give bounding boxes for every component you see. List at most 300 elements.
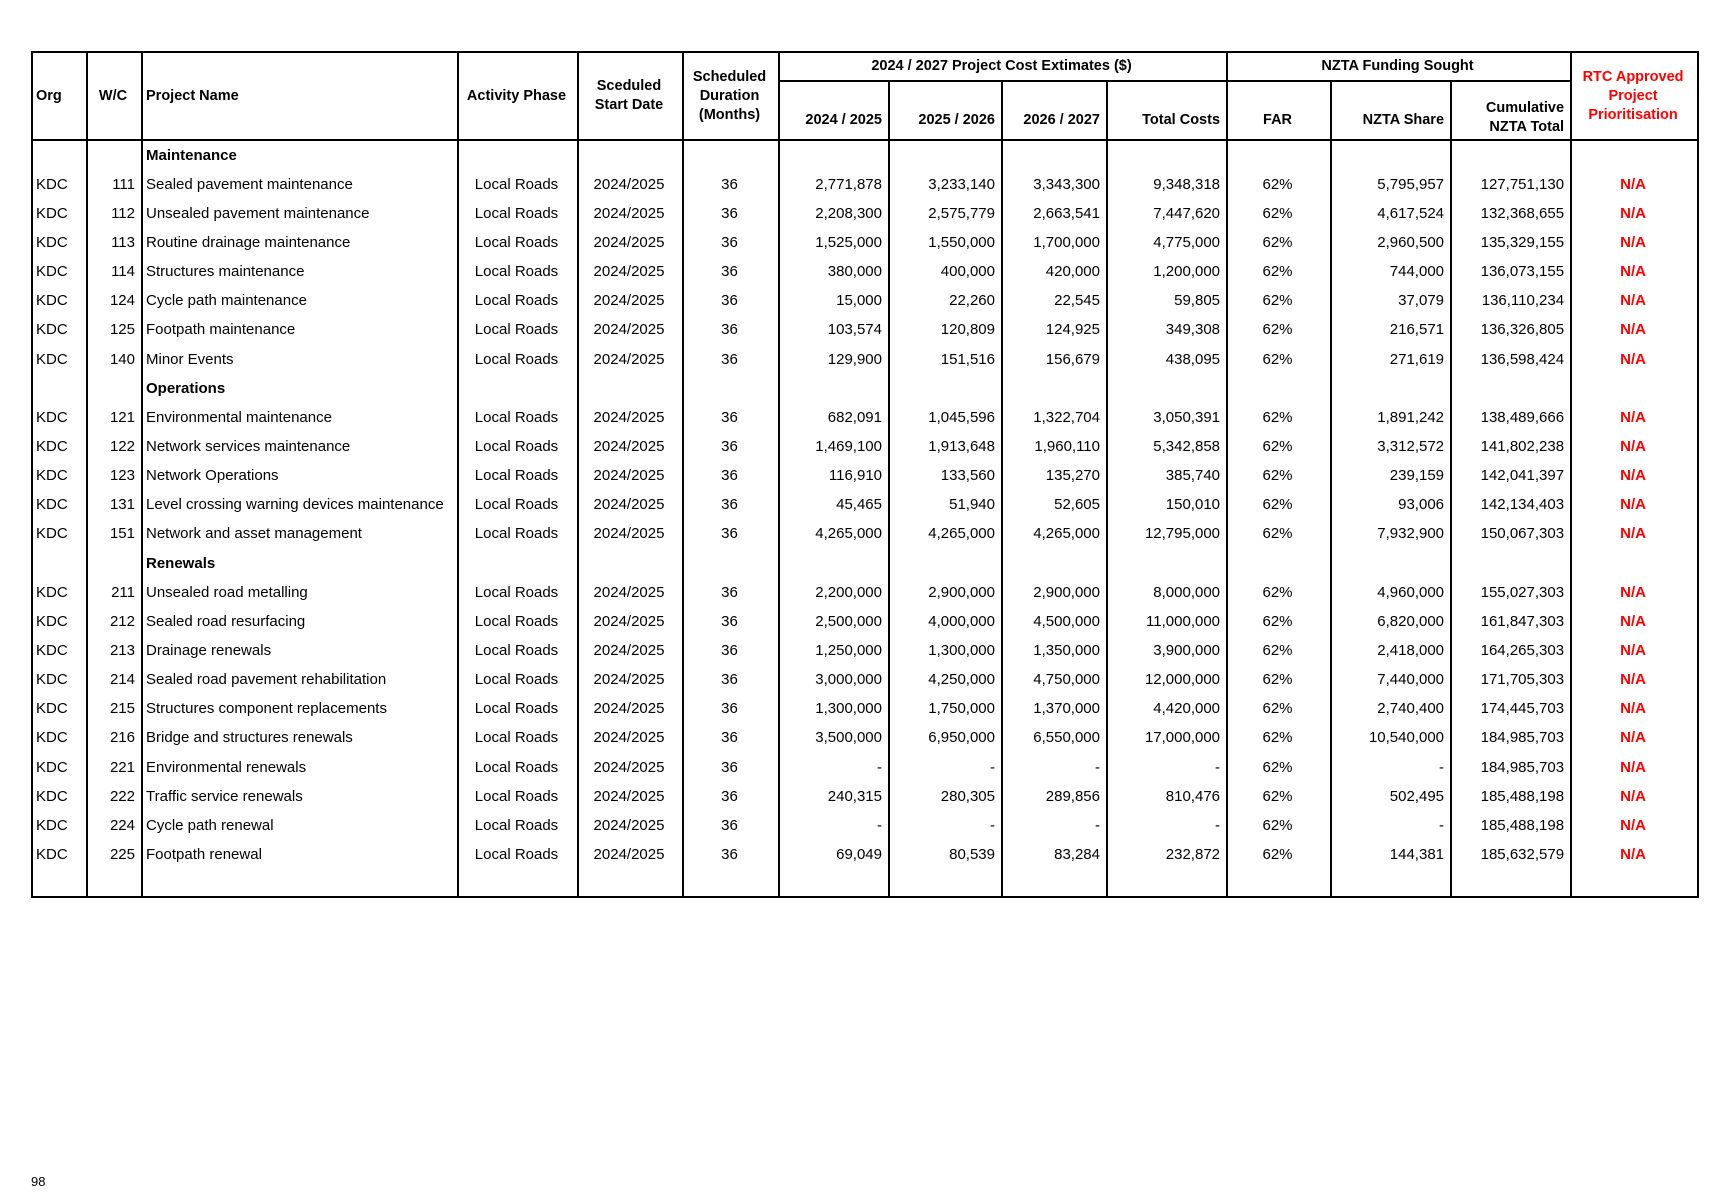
cell-org: KDC xyxy=(32,578,87,607)
table-body xyxy=(32,140,1698,897)
cell-cumulative-nzta-total: 185,488,198 xyxy=(1451,782,1571,811)
cell-duration: 36 xyxy=(683,228,779,257)
cell-start-date: 2024/2025 xyxy=(578,345,683,374)
spacer-cell xyxy=(578,870,683,897)
section-empty-cell xyxy=(87,549,142,578)
cell-2024-2025: 1,250,000 xyxy=(779,636,889,665)
cell-rtc-approved: N/A xyxy=(1571,403,1698,432)
cell-activity-phase: Local Roads xyxy=(458,462,578,491)
cell-2026-2027: 4,750,000 xyxy=(1002,666,1107,695)
cell-project-name: Unsealed road metalling xyxy=(142,578,458,607)
section-empty-cell xyxy=(87,374,142,403)
cell-2025-2026: 22,260 xyxy=(889,287,1002,316)
cell-start-date: 2024/2025 xyxy=(578,199,683,228)
cell-activity-phase: Local Roads xyxy=(458,287,578,316)
cell-2026-2027: 1,370,000 xyxy=(1002,695,1107,724)
cell-far: 62% xyxy=(1227,578,1331,607)
cell-wc: 125 xyxy=(87,316,142,345)
cell-2024-2025: 103,574 xyxy=(779,316,889,345)
cell-far: 62% xyxy=(1227,753,1331,782)
cell-2024-2025: - xyxy=(779,811,889,840)
cell-far: 62% xyxy=(1227,316,1331,345)
cell-project-name: Sealed road pavement rehabilitation xyxy=(142,666,458,695)
cell-total-costs: 4,420,000 xyxy=(1107,695,1227,724)
section-empty-cell xyxy=(32,374,87,403)
cell-org: KDC xyxy=(32,432,87,461)
cell-wc: 124 xyxy=(87,287,142,316)
cell-cumulative-nzta-total: 184,985,703 xyxy=(1451,724,1571,753)
cell-nzta-share: 5,795,957 xyxy=(1331,170,1451,199)
table-row xyxy=(32,287,1698,316)
cell-far: 62% xyxy=(1227,695,1331,724)
cell-org: KDC xyxy=(32,316,87,345)
cell-wc: 123 xyxy=(87,462,142,491)
cell-duration: 36 xyxy=(683,724,779,753)
cell-start-date: 2024/2025 xyxy=(578,258,683,287)
cell-cumulative-nzta-total: 164,265,303 xyxy=(1451,636,1571,665)
cell-activity-phase: Local Roads xyxy=(458,491,578,520)
cell-2025-2026: - xyxy=(889,811,1002,840)
cell-activity-phase: Local Roads xyxy=(458,724,578,753)
cell-nzta-share: 2,418,000 xyxy=(1331,636,1451,665)
cell-duration: 36 xyxy=(683,403,779,432)
table-row xyxy=(32,170,1698,199)
section-empty-cell xyxy=(779,374,889,403)
cell-rtc-approved: N/A xyxy=(1571,316,1698,345)
cell-2024-2025: 682,091 xyxy=(779,403,889,432)
cell-start-date: 2024/2025 xyxy=(578,403,683,432)
cell-cumulative-nzta-total: 127,751,130 xyxy=(1451,170,1571,199)
cell-rtc-approved: N/A xyxy=(1571,170,1698,199)
section-empty-cell xyxy=(1451,140,1571,170)
cell-activity-phase: Local Roads xyxy=(458,607,578,636)
cell-project-name: Sealed pavement maintenance xyxy=(142,170,458,199)
header-far: FAR xyxy=(1227,81,1331,140)
cell-2024-2025: 3,500,000 xyxy=(779,724,889,753)
cell-cumulative-nzta-total: 132,368,655 xyxy=(1451,199,1571,228)
section-empty-cell xyxy=(889,549,1002,578)
spacer-cell xyxy=(1002,870,1107,897)
cell-start-date: 2024/2025 xyxy=(578,636,683,665)
table-row xyxy=(32,316,1698,345)
cell-activity-phase: Local Roads xyxy=(458,258,578,287)
header-2026-2027: 2026 / 2027 xyxy=(1002,81,1107,140)
header-rtc-approved: RTC Approved Project Prioritisation xyxy=(1571,52,1698,140)
cell-2024-2025: 45,465 xyxy=(779,491,889,520)
table-row xyxy=(32,607,1698,636)
cell-org: KDC xyxy=(32,695,87,724)
section-empty-cell xyxy=(1227,374,1331,403)
cell-rtc-approved: N/A xyxy=(1571,724,1698,753)
cell-start-date: 2024/2025 xyxy=(578,578,683,607)
cell-total-costs: 7,447,620 xyxy=(1107,199,1227,228)
cell-activity-phase: Local Roads xyxy=(458,345,578,374)
spacer-cell xyxy=(32,870,87,897)
table-row xyxy=(32,258,1698,287)
cell-2024-2025: 1,469,100 xyxy=(779,432,889,461)
cell-2025-2026: - xyxy=(889,753,1002,782)
cell-activity-phase: Local Roads xyxy=(458,432,578,461)
section-empty-cell xyxy=(779,549,889,578)
cell-activity-phase: Local Roads xyxy=(458,636,578,665)
cell-2026-2027: - xyxy=(1002,753,1107,782)
cell-2024-2025: 15,000 xyxy=(779,287,889,316)
cell-project-name: Network and asset management xyxy=(142,520,458,549)
cell-org: KDC xyxy=(32,811,87,840)
cell-total-costs: 3,050,391 xyxy=(1107,403,1227,432)
cell-2024-2025: 380,000 xyxy=(779,258,889,287)
cell-project-name: Cycle path renewal xyxy=(142,811,458,840)
cell-2024-2025: 2,500,000 xyxy=(779,607,889,636)
cell-rtc-approved: N/A xyxy=(1571,636,1698,665)
section-empty-cell xyxy=(458,374,578,403)
cell-org: KDC xyxy=(32,520,87,549)
cell-project-name: Sealed road resurfacing xyxy=(142,607,458,636)
cell-activity-phase: Local Roads xyxy=(458,840,578,869)
cell-wc: 222 xyxy=(87,782,142,811)
cell-2026-2027: 289,856 xyxy=(1002,782,1107,811)
cell-2024-2025: 2,200,000 xyxy=(779,578,889,607)
section-empty-cell xyxy=(889,140,1002,170)
cell-wc: 214 xyxy=(87,666,142,695)
table-row xyxy=(32,228,1698,257)
cell-wc: 140 xyxy=(87,345,142,374)
cell-total-costs: 232,872 xyxy=(1107,840,1227,869)
cell-rtc-approved: N/A xyxy=(1571,782,1698,811)
cell-rtc-approved: N/A xyxy=(1571,432,1698,461)
cell-start-date: 2024/2025 xyxy=(578,491,683,520)
cell-start-date: 2024/2025 xyxy=(578,666,683,695)
header-2025-2026: 2025 / 2026 xyxy=(889,81,1002,140)
section-empty-cell xyxy=(1571,549,1698,578)
cell-2024-2025: 116,910 xyxy=(779,462,889,491)
table-row xyxy=(32,403,1698,432)
cell-2025-2026: 280,305 xyxy=(889,782,1002,811)
cell-org: KDC xyxy=(32,462,87,491)
table-row xyxy=(32,199,1698,228)
cell-rtc-approved: N/A xyxy=(1571,199,1698,228)
section-empty-cell xyxy=(1107,549,1227,578)
spacer-cell xyxy=(458,870,578,897)
cell-rtc-approved: N/A xyxy=(1571,811,1698,840)
cell-2025-2026: 4,000,000 xyxy=(889,607,1002,636)
section-title: Renewals xyxy=(142,549,458,578)
cell-cumulative-nzta-total: 171,705,303 xyxy=(1451,666,1571,695)
cell-far: 62% xyxy=(1227,491,1331,520)
cell-duration: 36 xyxy=(683,462,779,491)
cell-start-date: 2024/2025 xyxy=(578,432,683,461)
cell-activity-phase: Local Roads xyxy=(458,753,578,782)
header-project-name: Project Name xyxy=(142,52,458,140)
header-activity-phase: Activity Phase xyxy=(458,52,578,140)
cell-cumulative-nzta-total: 136,110,234 xyxy=(1451,287,1571,316)
cell-org: KDC xyxy=(32,840,87,869)
cell-start-date: 2024/2025 xyxy=(578,695,683,724)
cell-far: 62% xyxy=(1227,228,1331,257)
cell-total-costs: - xyxy=(1107,753,1227,782)
cell-2026-2027: 4,265,000 xyxy=(1002,520,1107,549)
cell-far: 62% xyxy=(1227,462,1331,491)
cell-org: KDC xyxy=(32,403,87,432)
cell-nzta-share: 144,381 xyxy=(1331,840,1451,869)
header-duration: Scheduled Duration (Months) xyxy=(683,52,779,140)
section-empty-cell xyxy=(32,549,87,578)
cell-2025-2026: 2,575,779 xyxy=(889,199,1002,228)
cell-wc: 211 xyxy=(87,578,142,607)
cell-2025-2026: 1,750,000 xyxy=(889,695,1002,724)
cell-total-costs: - xyxy=(1107,811,1227,840)
cell-nzta-share: 4,617,524 xyxy=(1331,199,1451,228)
cell-wc: 111 xyxy=(87,170,142,199)
cell-total-costs: 810,476 xyxy=(1107,782,1227,811)
cell-wc: 213 xyxy=(87,636,142,665)
cell-2026-2027: 83,284 xyxy=(1002,840,1107,869)
section-empty-cell xyxy=(578,374,683,403)
cell-org: KDC xyxy=(32,753,87,782)
section-empty-cell xyxy=(1107,374,1227,403)
table-row xyxy=(32,666,1698,695)
cell-org: KDC xyxy=(32,666,87,695)
cell-total-costs: 438,095 xyxy=(1107,345,1227,374)
table-row xyxy=(32,520,1698,549)
header-start-date: Sceduled Start Date xyxy=(578,52,683,140)
cell-rtc-approved: N/A xyxy=(1571,695,1698,724)
section-empty-cell xyxy=(1331,374,1451,403)
cell-duration: 36 xyxy=(683,170,779,199)
cell-wc: 221 xyxy=(87,753,142,782)
projects-table-container xyxy=(31,51,1697,898)
cell-activity-phase: Local Roads xyxy=(458,199,578,228)
header-wc: W/C xyxy=(87,52,142,140)
cell-project-name: Structures maintenance xyxy=(142,258,458,287)
section-empty-cell xyxy=(1107,140,1227,170)
cell-wc: 122 xyxy=(87,432,142,461)
cell-activity-phase: Local Roads xyxy=(458,811,578,840)
cell-cumulative-nzta-total: 174,445,703 xyxy=(1451,695,1571,724)
section-empty-cell xyxy=(458,549,578,578)
projects-table xyxy=(31,51,1699,898)
cell-duration: 36 xyxy=(683,199,779,228)
cell-2024-2025: 3,000,000 xyxy=(779,666,889,695)
cell-org: KDC xyxy=(32,170,87,199)
cell-nzta-share: 2,960,500 xyxy=(1331,228,1451,257)
cell-nzta-share: 239,159 xyxy=(1331,462,1451,491)
cell-far: 62% xyxy=(1227,520,1331,549)
section-empty-cell xyxy=(87,140,142,170)
cell-cumulative-nzta-total: 136,598,424 xyxy=(1451,345,1571,374)
cell-nzta-share: 502,495 xyxy=(1331,782,1451,811)
cell-2025-2026: 3,233,140 xyxy=(889,170,1002,199)
cell-total-costs: 385,740 xyxy=(1107,462,1227,491)
cell-activity-phase: Local Roads xyxy=(458,782,578,811)
spacer-cell xyxy=(779,870,889,897)
table-row xyxy=(32,345,1698,374)
cell-cumulative-nzta-total: 135,329,155 xyxy=(1451,228,1571,257)
cell-rtc-approved: N/A xyxy=(1571,840,1698,869)
cell-2025-2026: 51,940 xyxy=(889,491,1002,520)
cell-project-name: Minor Events xyxy=(142,345,458,374)
spacer-cell xyxy=(1451,870,1571,897)
section-empty-cell xyxy=(1227,140,1331,170)
cell-start-date: 2024/2025 xyxy=(578,170,683,199)
cell-far: 62% xyxy=(1227,432,1331,461)
cell-duration: 36 xyxy=(683,811,779,840)
table-row xyxy=(32,811,1698,840)
cell-duration: 36 xyxy=(683,258,779,287)
cell-duration: 36 xyxy=(683,753,779,782)
section-row xyxy=(32,374,1698,403)
cell-2026-2027: 4,500,000 xyxy=(1002,607,1107,636)
cell-project-name: Network services maintenance xyxy=(142,432,458,461)
cell-activity-phase: Local Roads xyxy=(458,403,578,432)
section-empty-cell xyxy=(779,140,889,170)
cell-project-name: Footpath maintenance xyxy=(142,316,458,345)
cell-2025-2026: 120,809 xyxy=(889,316,1002,345)
cell-wc: 151 xyxy=(87,520,142,549)
cell-project-name: Network Operations xyxy=(142,462,458,491)
cell-cumulative-nzta-total: 138,489,666 xyxy=(1451,403,1571,432)
cell-wc: 216 xyxy=(87,724,142,753)
cell-total-costs: 17,000,000 xyxy=(1107,724,1227,753)
cell-2026-2027: 1,960,110 xyxy=(1002,432,1107,461)
cell-2025-2026: 6,950,000 xyxy=(889,724,1002,753)
cell-rtc-approved: N/A xyxy=(1571,578,1698,607)
cell-rtc-approved: N/A xyxy=(1571,258,1698,287)
spacer-cell xyxy=(1107,870,1227,897)
spacer-cell xyxy=(87,870,142,897)
cell-project-name: Drainage renewals xyxy=(142,636,458,665)
cell-project-name: Structures component replacements xyxy=(142,695,458,724)
cell-2024-2025: 129,900 xyxy=(779,345,889,374)
header-nzta-share: NZTA Share xyxy=(1331,81,1451,140)
spacer-cell xyxy=(1571,870,1698,897)
cell-far: 62% xyxy=(1227,199,1331,228)
cell-far: 62% xyxy=(1227,345,1331,374)
cell-2024-2025: 4,265,000 xyxy=(779,520,889,549)
section-empty-cell xyxy=(1002,549,1107,578)
cell-org: KDC xyxy=(32,782,87,811)
cell-project-name: Environmental renewals xyxy=(142,753,458,782)
cell-2026-2027: 2,900,000 xyxy=(1002,578,1107,607)
table-row xyxy=(32,782,1698,811)
table-row xyxy=(32,432,1698,461)
cell-wc: 121 xyxy=(87,403,142,432)
cell-total-costs: 4,775,000 xyxy=(1107,228,1227,257)
cell-2026-2027: 3,343,300 xyxy=(1002,170,1107,199)
cell-2026-2027: 6,550,000 xyxy=(1002,724,1107,753)
cell-org: KDC xyxy=(32,607,87,636)
cell-2025-2026: 133,560 xyxy=(889,462,1002,491)
cell-cumulative-nzta-total: 184,985,703 xyxy=(1451,753,1571,782)
cell-wc: 113 xyxy=(87,228,142,257)
cell-duration: 36 xyxy=(683,782,779,811)
header-2024-2025: 2024 / 2025 xyxy=(779,81,889,140)
cell-start-date: 2024/2025 xyxy=(578,462,683,491)
cell-2026-2027: - xyxy=(1002,811,1107,840)
cell-wc: 131 xyxy=(87,491,142,520)
cell-far: 62% xyxy=(1227,287,1331,316)
cell-wc: 212 xyxy=(87,607,142,636)
section-empty-cell xyxy=(32,140,87,170)
cell-rtc-approved: N/A xyxy=(1571,607,1698,636)
section-empty-cell xyxy=(1571,140,1698,170)
section-empty-cell xyxy=(1451,549,1571,578)
section-empty-cell xyxy=(578,549,683,578)
cell-2024-2025: - xyxy=(779,753,889,782)
section-empty-cell xyxy=(458,140,578,170)
cell-rtc-approved: N/A xyxy=(1571,753,1698,782)
cell-duration: 36 xyxy=(683,607,779,636)
cell-total-costs: 5,342,858 xyxy=(1107,432,1227,461)
cell-cumulative-nzta-total: 141,802,238 xyxy=(1451,432,1571,461)
cell-2025-2026: 1,045,596 xyxy=(889,403,1002,432)
cell-2024-2025: 2,771,878 xyxy=(779,170,889,199)
cell-nzta-share: 216,571 xyxy=(1331,316,1451,345)
spacer-cell xyxy=(1227,870,1331,897)
table-row xyxy=(32,462,1698,491)
spacer-cell xyxy=(1331,870,1451,897)
cell-nzta-share: 10,540,000 xyxy=(1331,724,1451,753)
cell-2026-2027: 52,605 xyxy=(1002,491,1107,520)
cell-nzta-share: 37,079 xyxy=(1331,287,1451,316)
cell-2026-2027: 124,925 xyxy=(1002,316,1107,345)
spacer-cell xyxy=(142,870,458,897)
cell-project-name: Traffic service renewals xyxy=(142,782,458,811)
cell-2024-2025: 1,300,000 xyxy=(779,695,889,724)
cell-far: 62% xyxy=(1227,258,1331,287)
section-empty-cell xyxy=(1331,140,1451,170)
cell-duration: 36 xyxy=(683,578,779,607)
cell-start-date: 2024/2025 xyxy=(578,724,683,753)
section-row xyxy=(32,140,1698,170)
cell-2025-2026: 4,265,000 xyxy=(889,520,1002,549)
section-empty-cell xyxy=(578,140,683,170)
cell-far: 62% xyxy=(1227,607,1331,636)
cell-start-date: 2024/2025 xyxy=(578,287,683,316)
cell-far: 62% xyxy=(1227,170,1331,199)
cell-total-costs: 12,000,000 xyxy=(1107,666,1227,695)
cell-project-name: Level crossing warning devices maintenance xyxy=(142,491,458,520)
cell-2026-2027: 1,700,000 xyxy=(1002,228,1107,257)
cell-org: KDC xyxy=(32,345,87,374)
cell-duration: 36 xyxy=(683,666,779,695)
cell-2026-2027: 135,270 xyxy=(1002,462,1107,491)
cell-duration: 36 xyxy=(683,316,779,345)
cell-nzta-share: 7,440,000 xyxy=(1331,666,1451,695)
section-empty-cell xyxy=(1002,374,1107,403)
cell-2024-2025: 2,208,300 xyxy=(779,199,889,228)
table-bottom-spacer xyxy=(32,870,1698,897)
cell-nzta-share: 744,000 xyxy=(1331,258,1451,287)
cell-duration: 36 xyxy=(683,520,779,549)
cell-2026-2027: 1,350,000 xyxy=(1002,636,1107,665)
section-empty-cell xyxy=(683,549,779,578)
cell-far: 62% xyxy=(1227,666,1331,695)
section-empty-cell xyxy=(683,374,779,403)
cell-start-date: 2024/2025 xyxy=(578,607,683,636)
table-row xyxy=(32,840,1698,869)
cell-org: KDC xyxy=(32,491,87,520)
cell-2026-2027: 156,679 xyxy=(1002,345,1107,374)
cell-total-costs: 8,000,000 xyxy=(1107,578,1227,607)
header-nzta-funding-group: NZTA Funding Sought xyxy=(1227,52,1571,81)
cell-2025-2026: 151,516 xyxy=(889,345,1002,374)
cell-project-name: Environmental maintenance xyxy=(142,403,458,432)
cell-total-costs: 150,010 xyxy=(1107,491,1227,520)
cell-wc: 112 xyxy=(87,199,142,228)
cell-nzta-share: 2,740,400 xyxy=(1331,695,1451,724)
header-org: Org xyxy=(32,52,87,140)
